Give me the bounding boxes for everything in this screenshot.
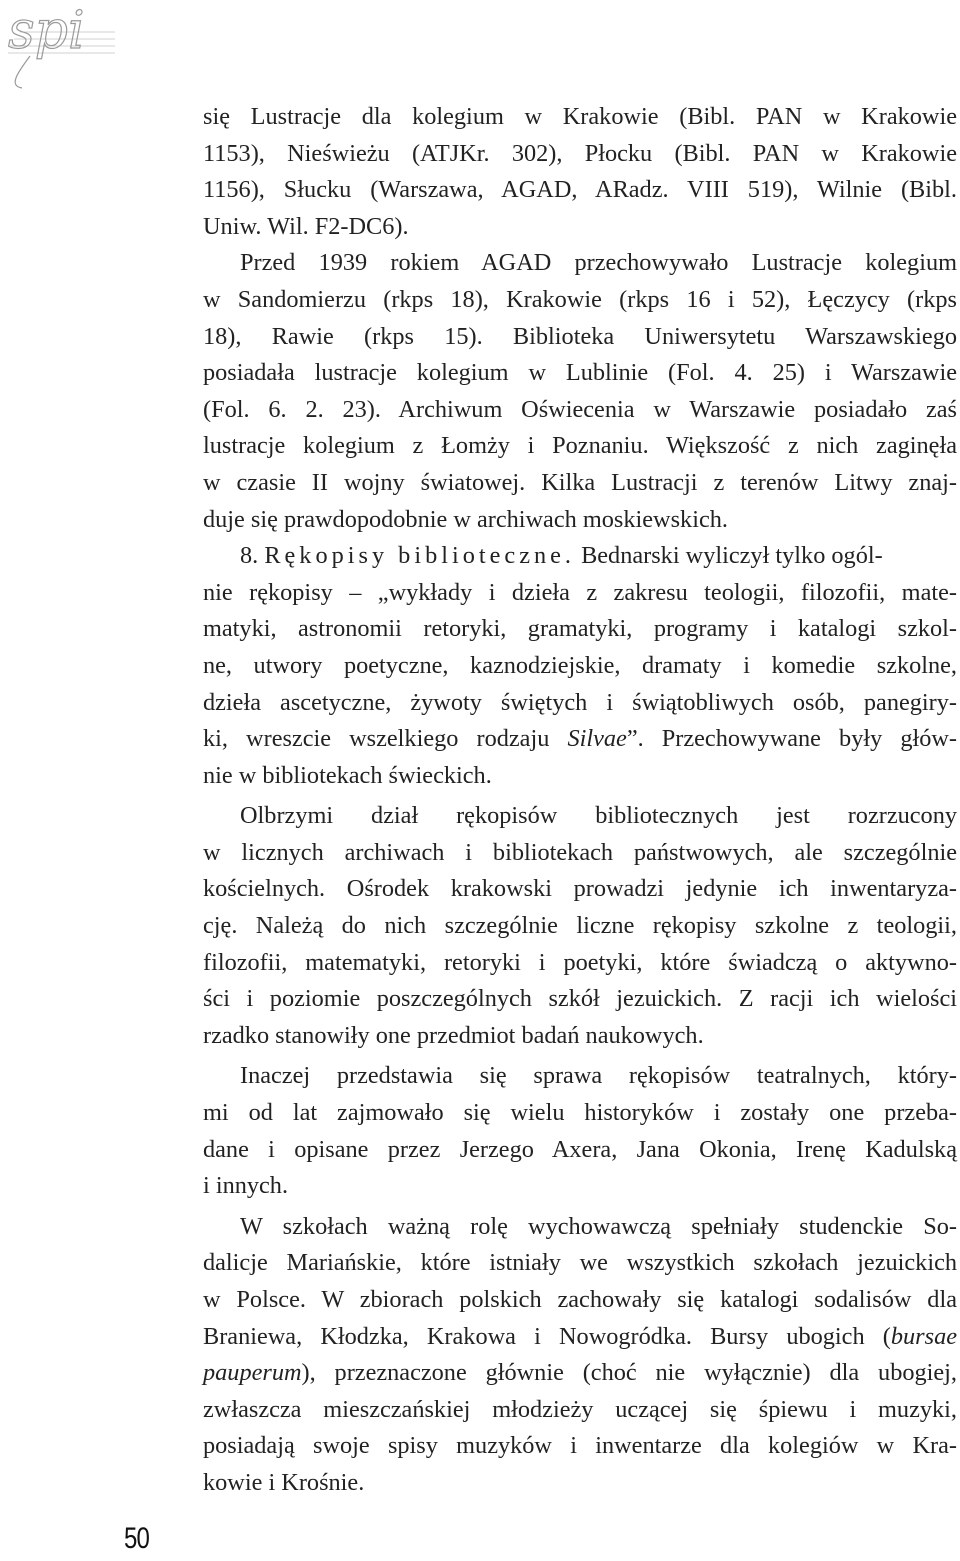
text-line: nie w bibliotekach świeckich. <box>203 761 492 789</box>
text-line: matyki, astronomii retoryki, gramatyki, programy i katalogi szkol- <box>203 615 957 643</box>
text-line: Olbrzymi dział rękopisów bibliotecznych jest rozrzucony <box>240 802 957 830</box>
text-line: W szkołach ważną rolę wychowawczą spełniały studenckie So- <box>240 1212 957 1240</box>
body-text <box>203 99 957 1502</box>
text-line: się Lustracje dla kolegium w Krakowie (Bibl. PAN w Krakowie <box>203 103 957 130</box>
text-line: rzadko stanowiły one przedmiot badań naukowych. <box>203 1021 704 1049</box>
text-line: posiadała lustracje kolegium w Lublinie (Fol. 4. 25) i Warszawie <box>203 359 957 387</box>
text-line: nie rękopisy – „wykłady i dzieła z zakresu teologii, filozofii, mate- <box>203 578 957 606</box>
text-line: w Polsce. W zbiorach polskich zachowały się katalogi sodalisów dla <box>203 1286 957 1313</box>
text-line: Uniw. Wil. F2-DC6). <box>203 212 409 240</box>
text-line: (Fol. 6. 2. 23). Archiwum Oświecenia w Warszawie posiadało zaś <box>203 395 957 423</box>
text-line: filozofii, matematyki, retoryki i poetyki, które świadczą o aktywno- <box>203 948 957 976</box>
text-line: w licznych archiwach i bibliotekach państwowych, ale szczególnie <box>203 838 957 866</box>
text-line: kościelnych. Ośrodek krakowski prowadzi jedynie ich inwentaryza- <box>203 875 957 903</box>
publisher-logo <box>0 0 120 92</box>
text-span: ki, wreszcie wszelkiego rodzaju <box>203 725 568 753</box>
logo-mark <box>0 0 120 92</box>
text-line: dzieła ascetyczne, żywoty świętych i świątobliwych osób, panegiry- <box>203 688 957 716</box>
page-number: 50 <box>124 1522 150 1555</box>
logo-text: spi <box>8 1 85 61</box>
text-line: posiadają swoje spisy muzyków i inwentarze dla kolegiów w Kra- <box>203 1432 957 1460</box>
text-line: Przed 1939 rokiem AGAD przechowywało Lustracje kolegium <box>240 249 957 277</box>
text-line: mi od lat zajmowało się wielu historyków i zostały one przeba- <box>203 1099 957 1127</box>
text-line: ne, utwory poetyczne, kaznodziejskie, dramaty i komedie szkolne, <box>203 651 957 679</box>
text-line <box>203 1319 957 1356</box>
section-number: 8. <box>240 542 259 570</box>
text-line <box>203 721 957 758</box>
text-line: zwłaszcza mieszczańskiej młodzieży uczącej się śpiewu i muzyki, <box>203 1395 957 1423</box>
text-span: Bednarski wyliczył tylko ogól- <box>581 542 883 570</box>
text-line: duje się prawdopodobnie w archiwach moskiewskich. <box>203 505 728 533</box>
text-span: Braniewa, Kłodzka, Krakowa i Nowogródka. Bursy ubogich ( <box>203 1322 891 1350</box>
text-line: dalicje Mariańskie, które istniały we wszystkich szkołach jezuickich <box>203 1249 957 1277</box>
text-line: i innych. <box>203 1172 289 1200</box>
italic-term: bursae <box>890 1322 957 1350</box>
text-line <box>203 1355 957 1392</box>
text-line: ści i poziomie poszczególnych szkół jezuickich. Z racji ich wielości <box>203 985 957 1013</box>
italic-term: pauperum <box>203 1359 302 1387</box>
text-line: w Sandomierzu (rkps 18), Krakowie (rkps 16 i 52), Łęczycy (rkps <box>203 285 957 313</box>
text-line: dane i opisane przez Jerzego Axera, Jana Okonia, Irenę Kadulską <box>203 1135 957 1163</box>
text-line: 1156), Słucku (Warszawa, AGAD, ARadz. VIII 519), Wilnie (Bibl. <box>203 176 957 204</box>
text-line: lustracje kolegium z Łomży i Poznaniu. Większość z nich zaginęła <box>203 432 957 460</box>
text-line: 1153), Nieświeżu (ATJKr. 302), Płocku (Bibl. PAN w Krakowie <box>203 139 957 167</box>
text-span: ), przeznaczone głównie (choć nie wyłącznie) dla ubogiej, <box>301 1359 957 1387</box>
text-line <box>203 538 957 575</box>
section-heading: Rękopisy biblioteczne. <box>264 542 575 570</box>
italic-term: Silvae <box>567 725 627 753</box>
text-line: kowie i Krośnie. <box>203 1468 365 1496</box>
text-line: 18), Rawie (rkps 15). Biblioteka Uniwersytetu Warszawskiego <box>203 322 957 350</box>
text-line: w czasie II wojny światowej. Kilka Lustracji z terenów Litwy znaj- <box>203 468 957 496</box>
text-span: ”. Przechowywane były głów- <box>626 725 957 753</box>
text-line: cję. Należą do nich szczególnie liczne rękopisy szkolne z teologii, <box>203 912 957 940</box>
text-line: Inaczej przedstawia się sprawa rękopisów teatralnych, który- <box>240 1062 957 1090</box>
